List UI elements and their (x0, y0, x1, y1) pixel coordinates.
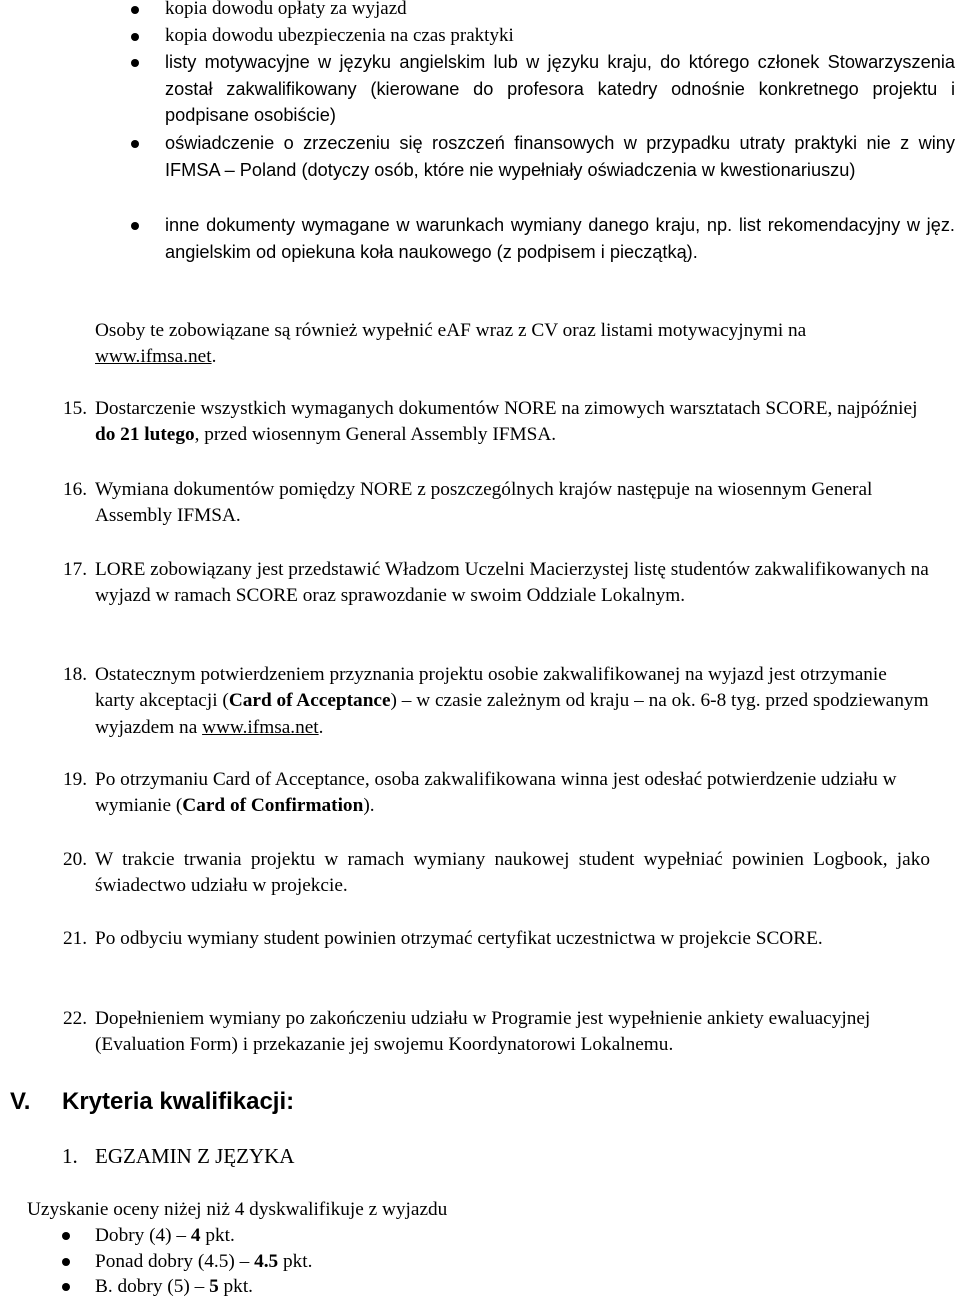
list-item-text: kopia dowodu ubezpieczenia na czas praktyki (165, 25, 514, 46)
bullet-icon (131, 33, 139, 41)
ifmsa-link[interactable]: www.ifmsa.net (202, 716, 319, 738)
bullet-icon (131, 59, 139, 67)
bullet-icon (131, 140, 139, 148)
grade-text: B. dobry (5) – 5 pkt. (95, 1276, 253, 1297)
item-bold-text: do 21 lutego (95, 424, 195, 446)
bullet-icon (62, 1232, 70, 1240)
item-body: Po odbyciu wymiany student powinien otrzymać certyfikat uczestnictwa w projekcie SCORE. (95, 928, 823, 949)
section-title: Kryteria kwalifikacji: (62, 1088, 295, 1115)
item-text: ). (363, 795, 375, 817)
intro-text: Uzyskanie oceny niżej niż 4 dyskwalifikuje z wyjazdu (27, 1199, 448, 1220)
item-text: Dostarczenie wszystkich wymaganych dokumentów NORE na zimowych warsztatach SCORE, najpóźniej (95, 398, 918, 419)
item-body (95, 662, 930, 741)
item-number: 22. (63, 1008, 88, 1029)
list-item-text: oświadczenie o zrzeczeniu się roszczeń finansowych w przypadku utraty praktyki nie z winy IFMSA – Poland (dotyczy osób, które nie wypełniały oświadczenia w kwestionariuszu) (165, 133, 955, 180)
grade-text: Dobry (4) – 4 pkt. (95, 1225, 235, 1246)
item-body: LORE zobowiązany jest przedstawić Władzom Uczelni Macierzystej listę studentów zakwalifikowanych na wyjazd w ramach SCORE oraz sprawozdanie w swoim Oddziale Lokalnym. (95, 559, 929, 607)
item-number: 15. (63, 398, 88, 419)
item-bold-text: Card of Confirmation (182, 795, 364, 817)
bullet-icon (62, 1283, 70, 1291)
item-body: Wymiana dokumentów pomiędzy NORE z poszczególnych krajów następuje na wiosennym General Assembly IFMSA. (95, 479, 873, 527)
item-number: 16. (63, 479, 88, 500)
item-text: Po otrzymaniu Card of Acceptance, osoba zakwalifikowana winna jest odesłać potwierdzenie udziału w wymianie ( (95, 769, 897, 817)
subsection-number: 1. (62, 1144, 78, 1168)
item-number: 18. (63, 664, 88, 685)
item-text: Ostatecznym potwierdzeniem przyznania projektu osobie zakwalifikowanej na wyjazd jest otrzymanie karty akceptacji ( (95, 664, 887, 712)
item-text: , przed wiosennym General Assembly IFMSA. (194, 424, 557, 446)
item-body: Dopełnieniem wymiany po zakończeniu udziału w Programie jest wypełnienie ankiety ewaluacyjnej (Evaluation Form) i przekazanie jej swojemu Koordynatorowi Lokalnemu. (95, 1008, 871, 1056)
ifmsa-link[interactable]: www.ifmsa.net (95, 346, 212, 368)
section-number: V. (10, 1088, 31, 1115)
item-number: 19. (63, 769, 88, 790)
item-number: 21. (63, 928, 88, 949)
grade-text: Ponad dobry (4.5) – 4.5 pkt. (95, 1251, 313, 1272)
item-bold-text: Card of Acceptance (228, 690, 391, 712)
item-text: ) – w czasie zależnym od kraju – na ok. 6-8 tyg. przed spodziewanym wyjazdem na (95, 690, 929, 738)
bullet-icon (131, 6, 139, 14)
bullet-icon (62, 1258, 70, 1266)
item-text: . (318, 716, 324, 738)
item-body (95, 396, 930, 449)
item-number: 20. (63, 849, 88, 870)
note-text: Osoby te zobowiązane są również wypełnić eAF wraz z CV oraz listami motywacyjnymi na (95, 320, 807, 341)
item-body (95, 767, 930, 820)
item-body: W trakcie trwania projektu w ramach wymiany naukowej student wypełniać powinien Logbook, jako świadectwo udziału w projekcie. (95, 849, 930, 897)
note-paragraph (95, 318, 928, 371)
note-end: . (211, 346, 217, 368)
list-item-text: inne dokumenty wymagane w warunkach wymiany danego kraju, np. list rekomendacyjny w jęz. angielskim od opiekuna koła naukowego (z podpisem i pieczątką). (165, 215, 955, 262)
list-item-text: listy motywacyjne w języku angielskim lub w języku kraju, do którego członek Stowarzyszenia został zakwalifikowany (kierowane do profesora katedry odnośnie konkretnego projektu i podpisane osobiście) (165, 52, 955, 126)
list-item-text: kopia dowodu opłaty za wyjazd (165, 0, 407, 19)
item-number: 17. (63, 559, 88, 580)
subsection-title: EGZAMIN Z JĘZYKA (95, 1144, 295, 1168)
bullet-icon (131, 222, 139, 230)
